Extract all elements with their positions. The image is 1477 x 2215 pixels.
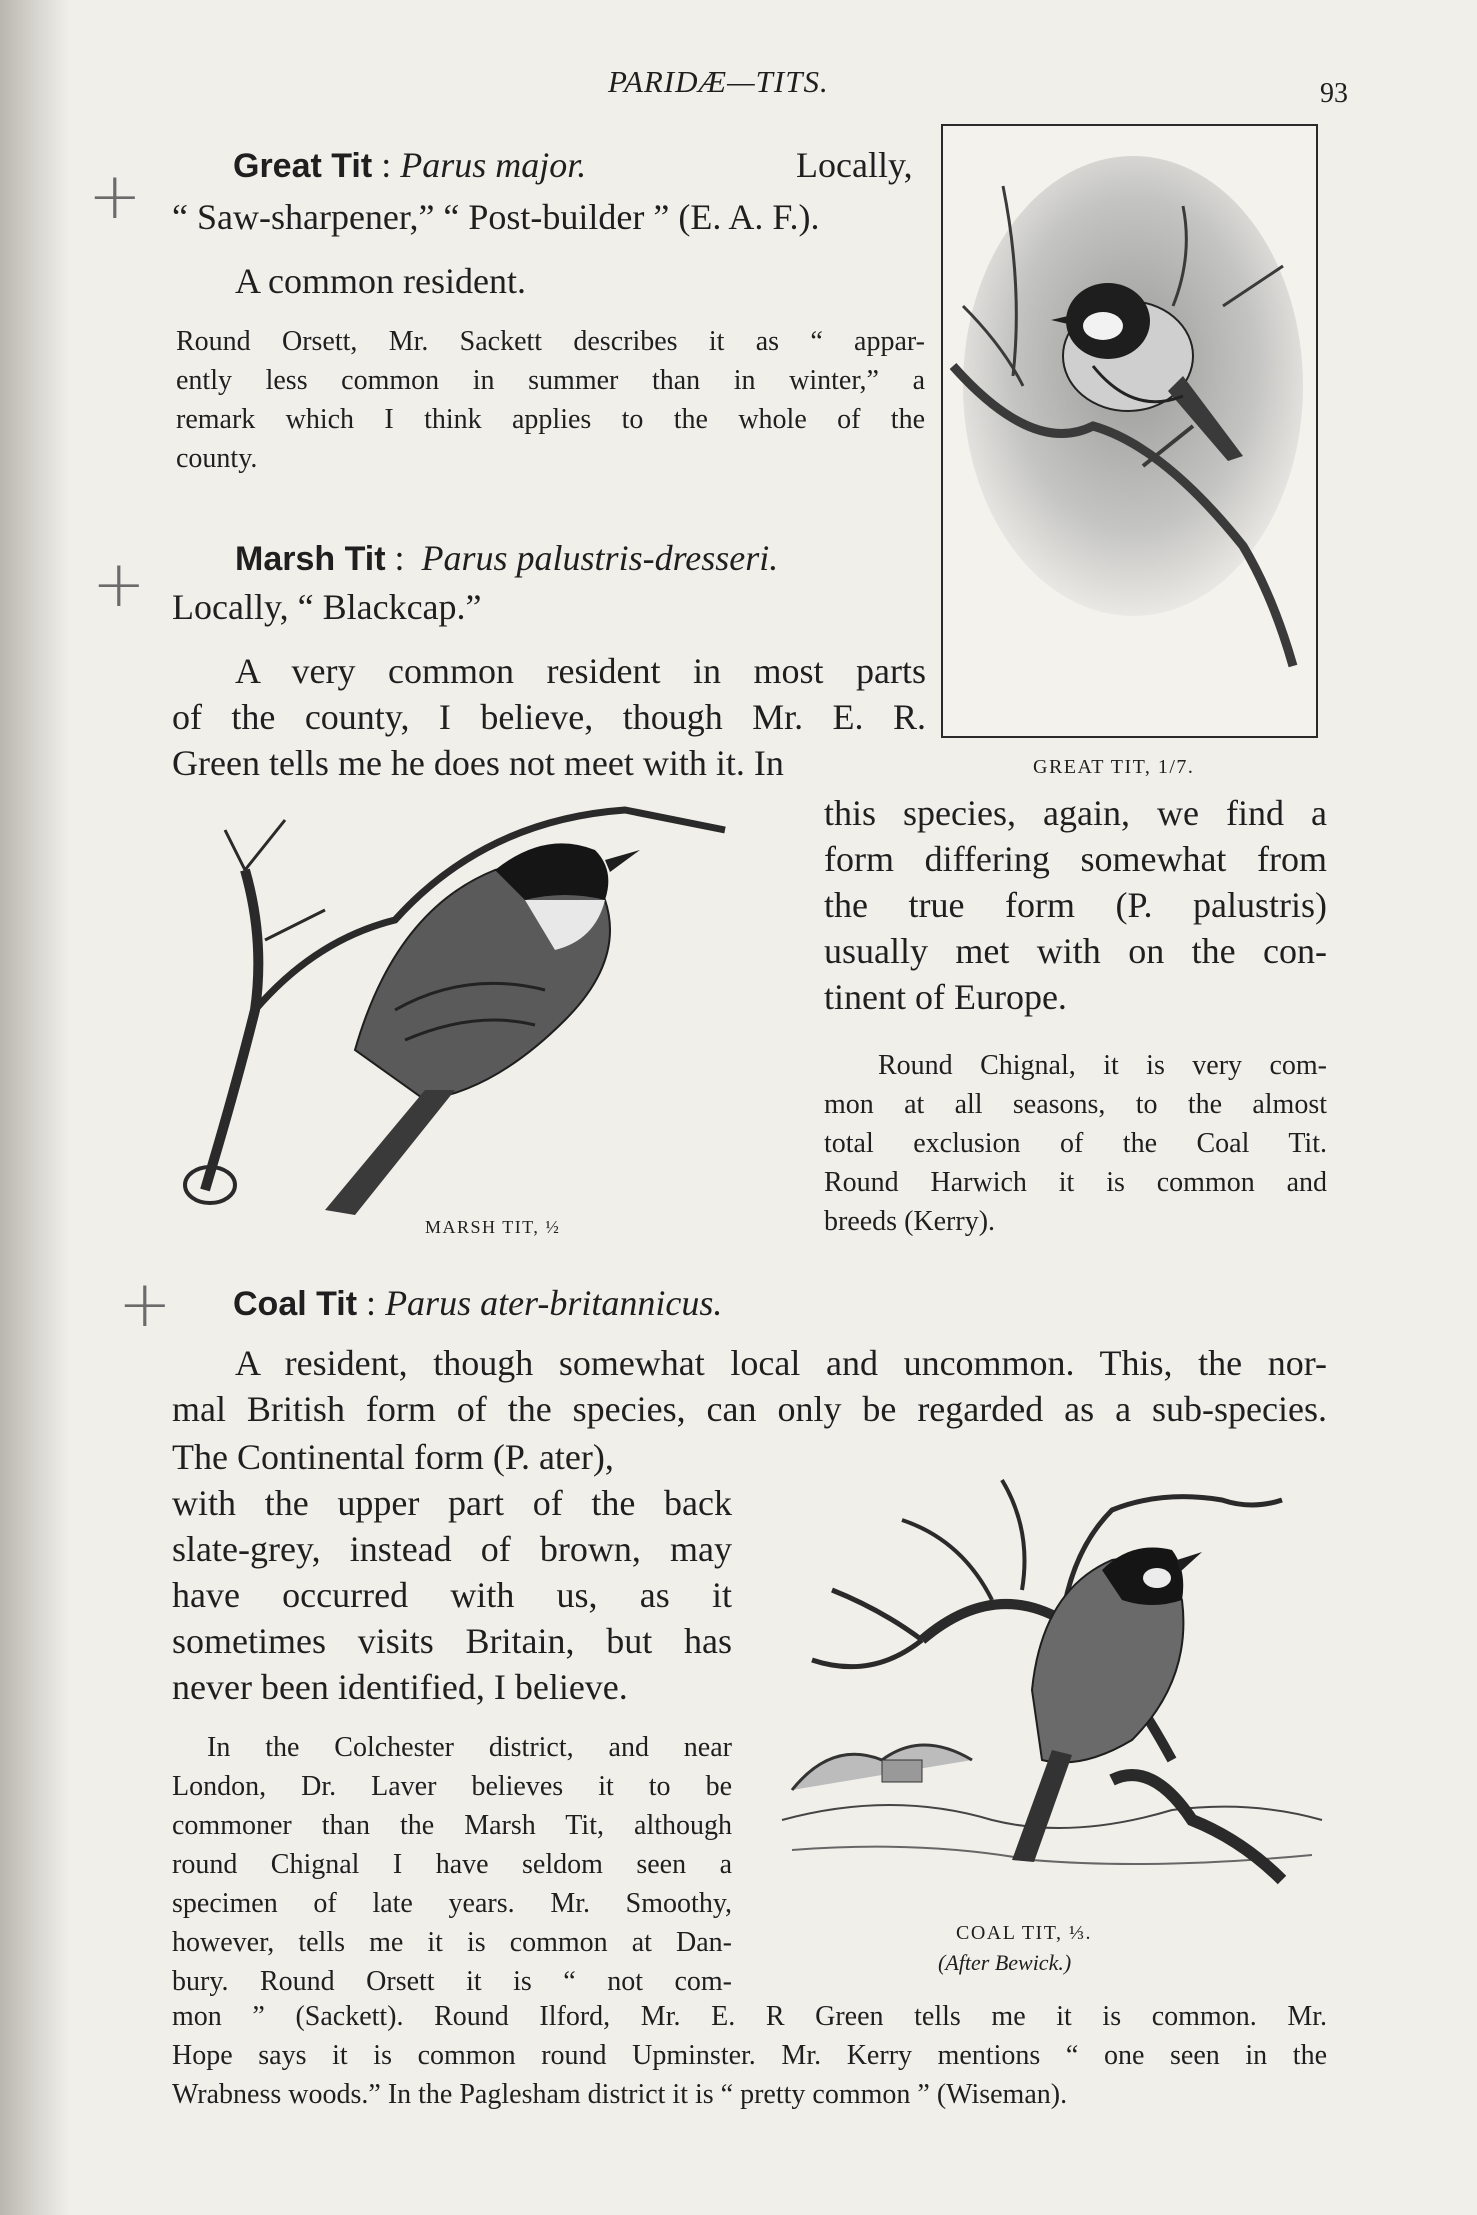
book-gutter-shadow	[0, 0, 70, 2215]
species-name: Marsh Tit	[235, 540, 386, 578]
note-line: Round Orsett, Mr. Sackett describes it as “ appar-	[176, 326, 925, 357]
marsh-tit-body	[172, 648, 926, 786]
great-tit-heading	[233, 142, 586, 189]
local-names-line: “ Saw-sharpener,” “ Post-builder ” (E. A. F.).	[172, 197, 820, 237]
figure-caption: COAL TIT, ⅓.	[956, 1922, 1092, 1944]
note-line: bury. Round Orsett it is “ not com-	[172, 1966, 732, 1997]
body-line: usually met with on the con-	[824, 931, 1327, 971]
marsh-tit-illustration	[165, 790, 815, 1230]
note-line: Round Chignal, it is very com-	[878, 1050, 1327, 1081]
scientific-name: Parus palustris-dresseri.	[421, 538, 779, 578]
body-line: never been identified, I believe.	[172, 1667, 628, 1707]
note-line: however, tells me it is common at Dan-	[172, 1927, 732, 1958]
body-line: tinent of Europe.	[824, 977, 1067, 1017]
status-text: A common resident.	[235, 261, 526, 301]
body-line: form differing somewhat from	[824, 839, 1327, 879]
margin-cross-mark: +	[88, 160, 142, 234]
body-line: of the county, I believe, though Mr. E. R.	[172, 697, 926, 737]
body-line: Green tells me he does not meet with it. In	[172, 743, 784, 783]
page-number: 93	[1320, 78, 1348, 109]
coal-tit-note-left	[172, 1728, 732, 2001]
great-tit-figure	[941, 124, 1318, 738]
body-line: slate-grey, instead of brown, may	[172, 1529, 732, 1569]
heading-colon: :	[366, 1283, 377, 1323]
heading-colon: :	[381, 145, 392, 185]
scientific-name: Parus major.	[400, 145, 587, 185]
body-line: this species, again, we find a	[824, 793, 1327, 833]
local-names-line: Locally, “ Blackcap.”	[172, 587, 482, 627]
figure-caption: GREAT TIT, 1/7.	[1033, 756, 1195, 778]
note-line: Hope says it is common round Upminster. Mr. Kerry mentions “ one seen in the	[172, 2040, 1327, 2071]
note-line: mon at all seasons, to the almost	[824, 1089, 1327, 1120]
note-line: county.	[176, 443, 258, 474]
marsh-tit-body-right	[824, 790, 1327, 1020]
body-line: The Continental form (P. ater),	[172, 1437, 614, 1477]
body-line: mal British form of the species, can only be regarded as a sub-species.	[172, 1389, 1327, 1429]
coal-tit-body	[172, 1340, 1327, 1432]
note-line: total exclusion of the Coal Tit.	[824, 1128, 1327, 1159]
body-line: A very common resident in most parts	[235, 651, 926, 691]
heading-colon: :	[394, 538, 405, 578]
body-line: A resident, though somewhat local and uncommon. This, the nor-	[235, 1343, 1327, 1383]
body-line: with the upper part of the back	[172, 1483, 732, 1523]
coal-tit-note-full	[172, 1997, 1327, 2114]
figure-caption: MARSH TIT, ½	[425, 1217, 561, 1237]
great-tit-illustration	[943, 126, 1316, 736]
local-name-lead: Locally,	[796, 145, 913, 185]
body-line: sometimes visits Britain, but has	[172, 1621, 732, 1661]
note-line: commoner than the Marsh Tit, although	[172, 1810, 732, 1841]
note-line: In the Colchester district, and near	[207, 1732, 732, 1763]
coal-tit-figure	[772, 1460, 1332, 1900]
note-line: round Chignal I have seldom seen a	[172, 1849, 732, 1880]
scientific-name: Parus ater-britannicus.	[385, 1283, 723, 1323]
coal-tit-illustration	[772, 1460, 1332, 1900]
marsh-tit-heading	[235, 535, 778, 582]
running-title: PARIDÆ—TITS.	[608, 64, 829, 99]
note-line: breeds (Kerry).	[824, 1206, 996, 1237]
species-name: Great Tit	[233, 147, 373, 185]
note-line: ently less common in summer than in winter,” a	[176, 365, 925, 396]
note-line: Round Harwich it is common and	[824, 1167, 1327, 1198]
body-line: have occurred with us, as it	[172, 1575, 732, 1615]
great-tit-note	[176, 322, 925, 478]
marsh-tit-note	[824, 1046, 1327, 1241]
margin-cross-mark: +	[92, 548, 146, 622]
margin-cross-mark: +	[118, 1268, 172, 1342]
marsh-tit-figure	[165, 790, 815, 1230]
coal-tit-heading	[233, 1280, 722, 1327]
coal-tit-body-left	[172, 1434, 732, 1710]
body-line: the true form (P. palustris)	[824, 885, 1327, 925]
note-line: remark which I think applies to the whole of the	[176, 404, 925, 435]
note-line: Wrabness woods.” In the Paglesham district it is “ pretty common ” (Wiseman).	[172, 2079, 1068, 2110]
note-line: specimen of late years. Mr. Smoothy,	[172, 1888, 732, 1919]
note-line: mon ” (Sackett). Round Ilford, Mr. E. R Green tells me it is common. Mr.	[172, 2001, 1327, 2032]
note-line: London, Dr. Laver believes it to be	[172, 1771, 732, 1802]
species-name: Coal Tit	[233, 1285, 358, 1323]
figure-credit: (After Bewick.)	[938, 1950, 1072, 1975]
